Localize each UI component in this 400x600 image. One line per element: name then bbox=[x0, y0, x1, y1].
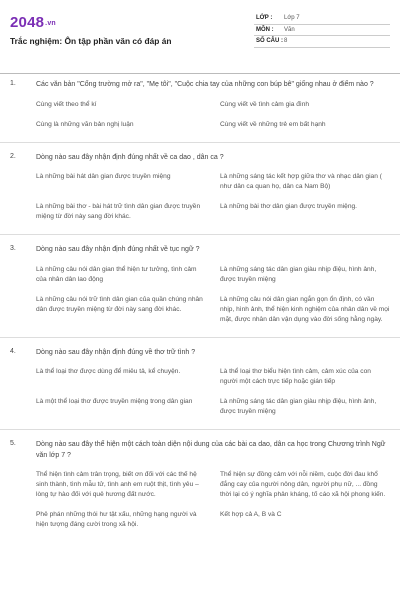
document-title: Trắc nghiệm: Ôn tập phần văn có đáp án bbox=[10, 36, 172, 46]
answer-option[interactable]: Là những bài thơ dân gian được truyền miệng. bbox=[220, 203, 357, 210]
question-text: Các văn bản "Cổng trường mở ra", "Mẹ tôi", "Cuộc chia tay của những con búp bê" giống nhau ở điểm nào ? bbox=[36, 81, 374, 88]
question-list bbox=[0, 80, 400, 530]
question-number: 1. bbox=[10, 80, 16, 87]
answer-option[interactable]: Là những bài thơ - bài hát trữ tình dân gian được truyền miệng từ đời này sang đời khác. bbox=[36, 203, 201, 220]
question-1 bbox=[0, 80, 400, 130]
logo-suffix: .vn bbox=[45, 19, 56, 27]
info-value: Lớp 7 bbox=[284, 15, 300, 21]
question-divider bbox=[0, 337, 400, 338]
info-value: Văn bbox=[284, 26, 295, 33]
answer-option[interactable]: Là những bài hát dân gian được truyền miệng bbox=[36, 173, 171, 180]
question-text: Dòng nào sau đây nhận định đúng về thơ trữ tình ? bbox=[36, 348, 196, 356]
header-divider bbox=[0, 73, 400, 74]
question-divider bbox=[0, 429, 400, 430]
question-5 bbox=[0, 440, 400, 530]
answer-option[interactable]: Phê phán những thói hư tật xấu, những hạng người và hiện tượng đáng cười trong xã hội. bbox=[36, 511, 197, 528]
answer-option[interactable]: Là những câu nói dân gian thể hiện tư tưởng, tình cảm của nhân dân lao động bbox=[36, 265, 197, 283]
question-4 bbox=[0, 348, 400, 418]
answer-grid bbox=[22, 367, 390, 417]
answer-option[interactable]: Cùng viết về những trẻ em bất hạnh bbox=[220, 120, 326, 128]
info-row-grade bbox=[254, 13, 390, 25]
answer-option[interactable]: Thể hiện sự đồng cảm với nỗi niềm, cuộc đời đau khổ đắng cay của người nông dân, người phụ nữ, ... đồng thời lại có ý nghĩa phản kháng, tố cáo xã hội phong kiến. bbox=[220, 471, 386, 498]
answer-option[interactable]: Là những câu nói dân gian ngắn gọn ổn định, có vần nhịp, hình ảnh, thể hiện kinh nghiệm của nhân dân về mọi mặt, được nhân dân vận dụng vào đời sống hằng ngày. bbox=[220, 295, 390, 323]
info-label: SỐ CÂU : bbox=[256, 38, 283, 44]
document-info bbox=[254, 13, 390, 48]
info-row-subject bbox=[254, 25, 390, 37]
question-text: Dòng nào sau đây nhận định đúng nhất về tục ngữ ? bbox=[36, 246, 200, 253]
answer-option[interactable]: Là thể loại thơ biểu hiện tình cảm, cảm xúc của con người một cách trực tiếp hoặc gián tiếp bbox=[220, 368, 371, 385]
question-number: 3. bbox=[10, 245, 16, 252]
answer-grid bbox=[22, 172, 390, 222]
answer-option[interactable]: Là những sáng tác dân gian giàu nhịp điệu, hình ảnh, được truyền miệng bbox=[220, 265, 377, 283]
info-label: MÔN : bbox=[256, 26, 274, 33]
answer-option[interactable]: Là những câu nói trữ tình dân gian của quần chúng nhân dân được truyền miệng từ đời này sang đời khác. bbox=[36, 295, 203, 313]
info-value: 8 bbox=[284, 38, 288, 44]
question-2 bbox=[0, 153, 400, 223]
question-divider bbox=[0, 234, 400, 235]
question-number: 5. bbox=[10, 440, 16, 447]
answer-option[interactable]: Là những sáng tác dân gian giàu nhịp điệu, hình ảnh, được truyền miệng bbox=[220, 398, 377, 415]
answer-option[interactable]: Là thể loại thơ được dùng để miêu tả, kể chuyện. bbox=[36, 368, 181, 375]
answer-option[interactable]: Là những sáng tác kết hợp giữa thơ và nhạc dân gian ( như dân ca quan họ, dân ca Nam Bộ) bbox=[220, 173, 382, 190]
site-logo[interactable] bbox=[10, 14, 56, 31]
question-number: 2. bbox=[10, 152, 16, 160]
answer-option[interactable]: Là một thể loại thơ được truyền miệng trong dân gian bbox=[36, 398, 193, 405]
page-header bbox=[0, 0, 400, 64]
question-number: 4. bbox=[10, 347, 16, 355]
answer-option[interactable]: Cùng viết theo thể kí bbox=[36, 100, 97, 108]
logo-text: 2048 bbox=[10, 14, 45, 31]
answer-option[interactable]: Kết hợp cả A, B và C bbox=[220, 511, 282, 518]
question-3 bbox=[0, 245, 400, 325]
answer-option[interactable]: Thể hiện tình cảm trân trọng, biết ơn đối với các thế hệ sinh thành, tình mẫu tử, tình anh em ruột thịt, tình yêu – lòng tự hào đối với quê hương đất nước. bbox=[36, 471, 199, 498]
question-divider bbox=[0, 142, 400, 143]
answer-grid bbox=[22, 265, 390, 325]
info-label: LỚP : bbox=[256, 15, 273, 21]
question-text: Dòng nào sau đây thể hiện một cách toàn diện nội dung của các bài ca dao, dân ca học trong Chương trình Ngữ văn lớp 7 ? bbox=[36, 441, 386, 459]
answer-option[interactable]: Cùng là những văn bản nghị luận bbox=[36, 120, 134, 128]
info-row-count bbox=[254, 36, 390, 48]
answer-grid bbox=[22, 470, 390, 530]
answer-option[interactable]: Cùng viết về tình cảm gia đình bbox=[220, 100, 310, 108]
answer-grid bbox=[22, 100, 390, 130]
question-text: Dòng nào sau đây nhận định đúng nhất về ca dao , dân ca ? bbox=[36, 153, 224, 161]
